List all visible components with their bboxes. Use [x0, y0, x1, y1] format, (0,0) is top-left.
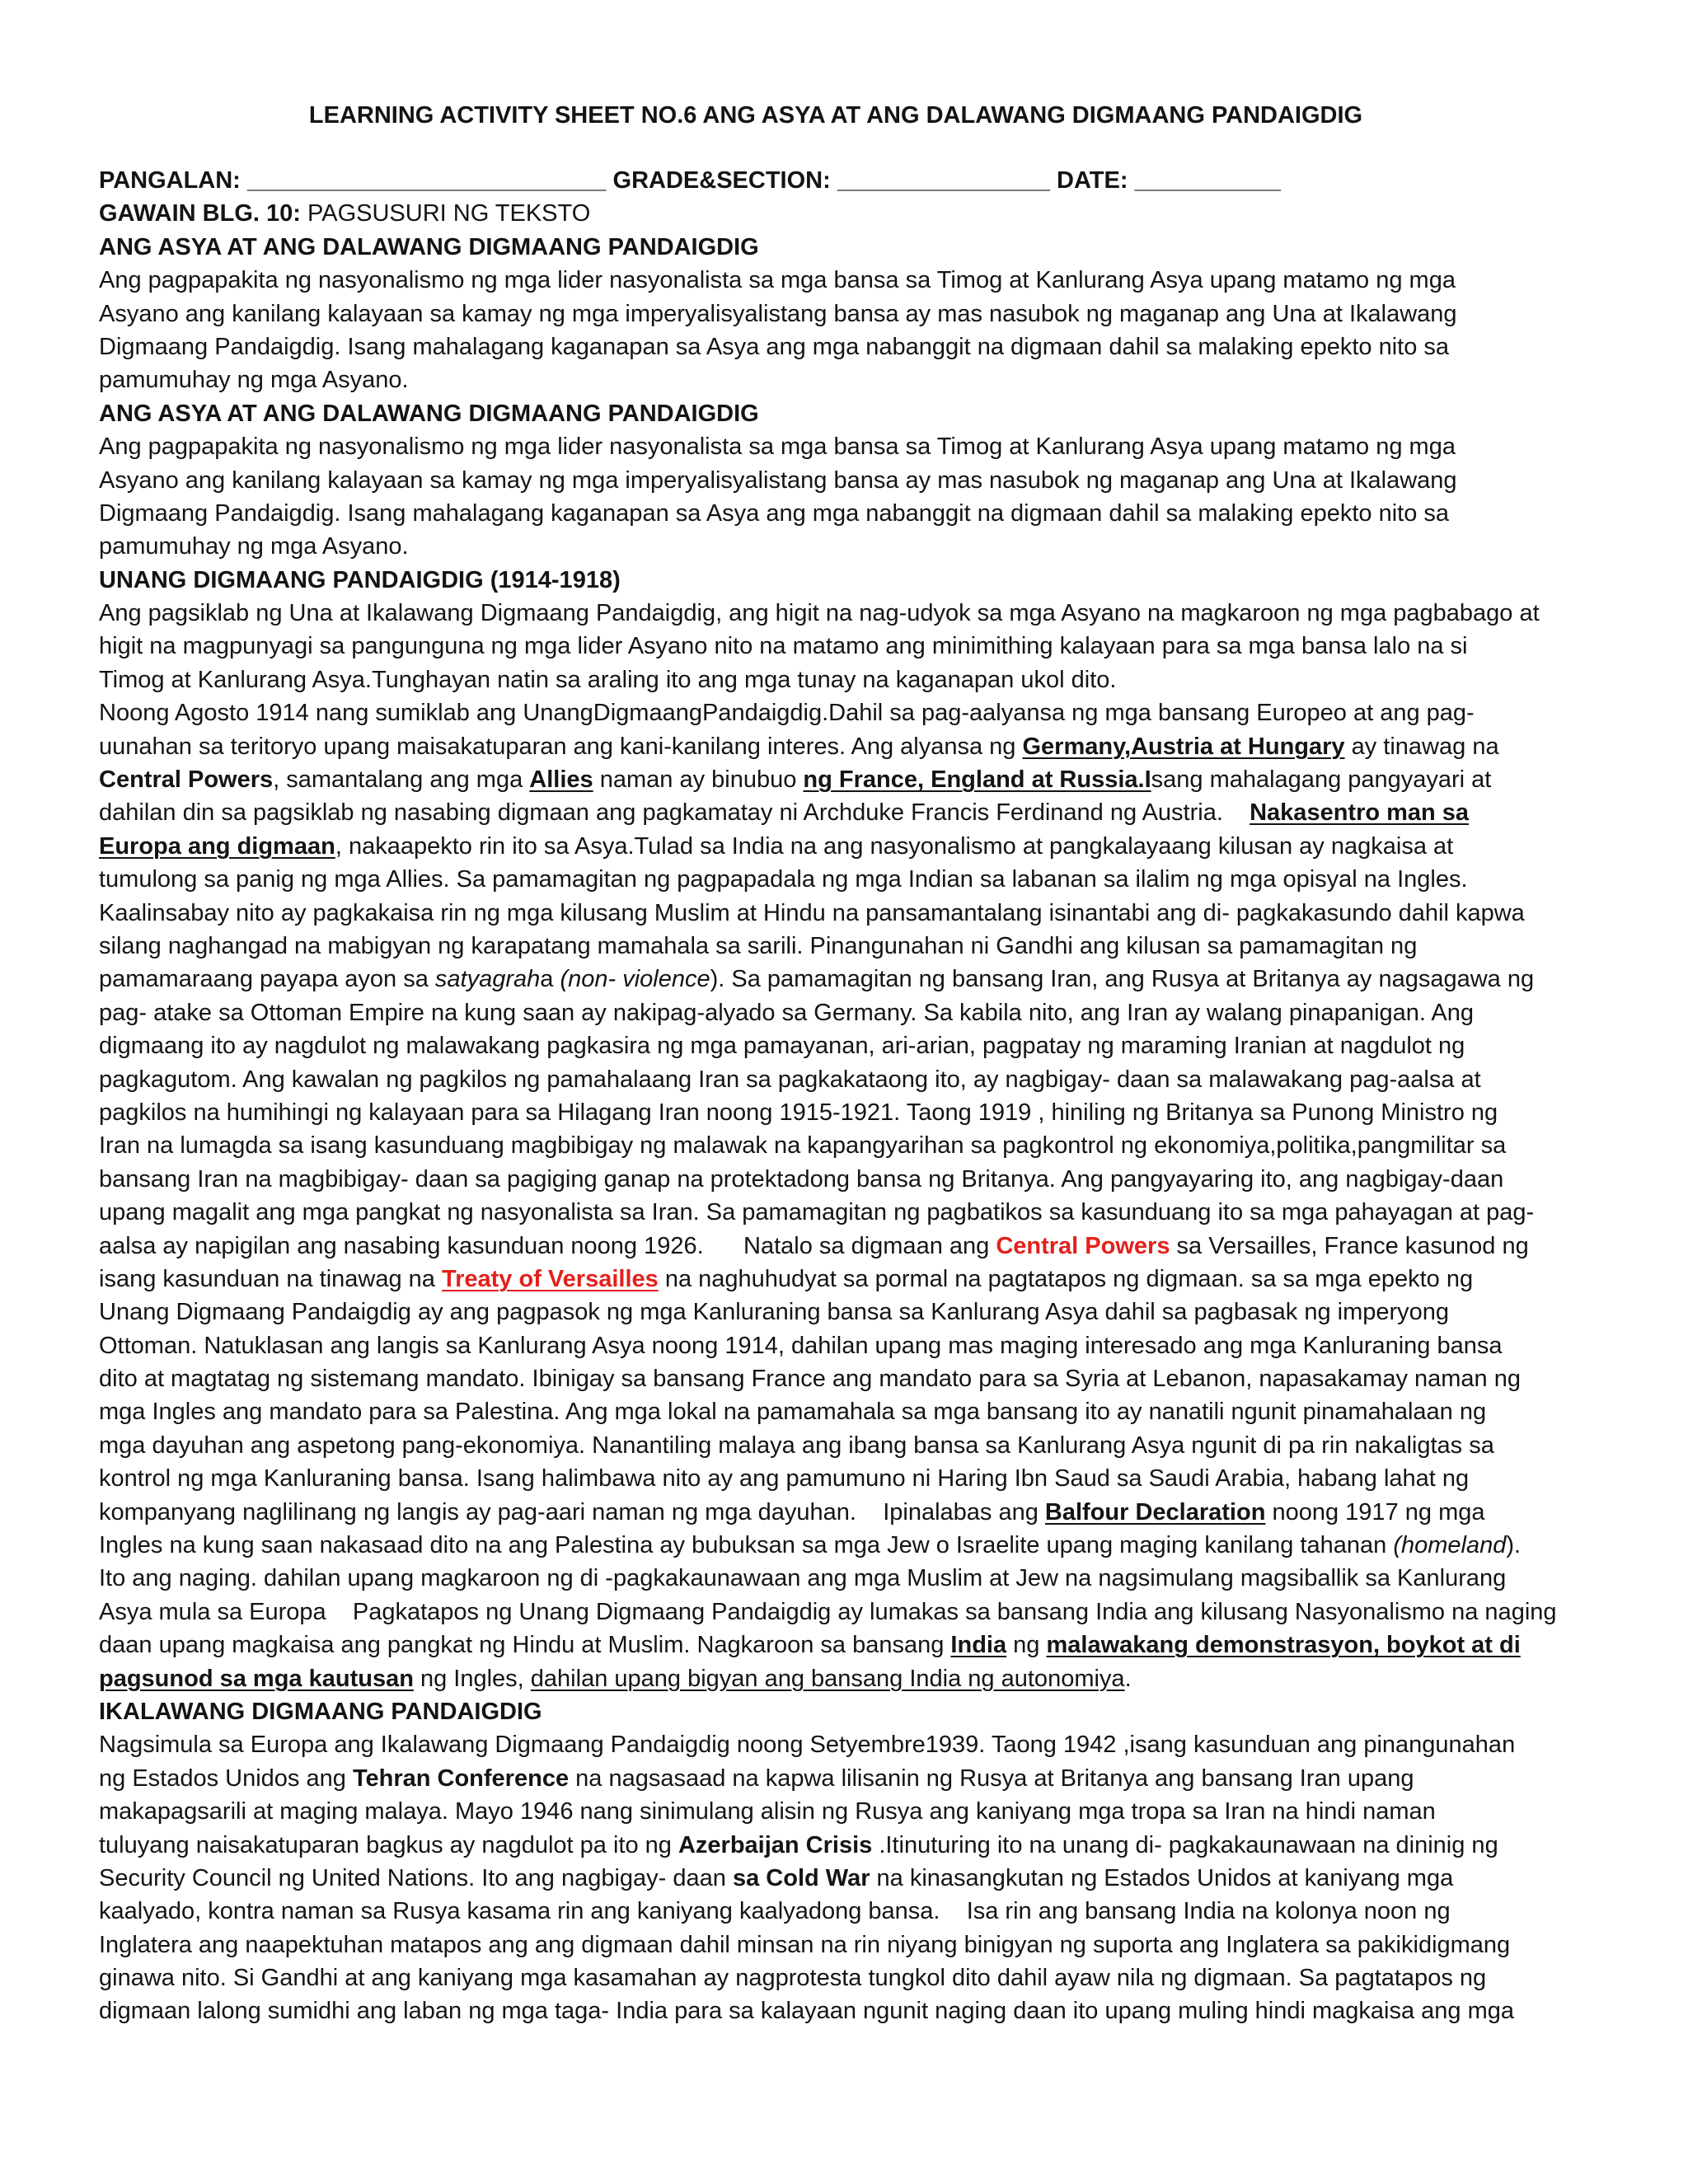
- text-line: [99, 1662, 1582, 1695]
- text-line: [99, 630, 1582, 663]
- text-run: daan upang magkaisa ang pangkat ng Hindu at Muslim. Nagkaroon sa bansang: [99, 1632, 951, 1659]
- grade-section-label: GRADE&SECTION:: [612, 167, 831, 194]
- text-line: [99, 464, 1582, 497]
- text-line: [99, 1929, 1582, 1961]
- text-run: ).: [1506, 1532, 1522, 1559]
- text-run: bansang Iran na magbibigay- daan sa pagiging ganap na protektadong bansa ng Britanya. Ang pangyayaring ito, ang nagbigay-daan: [99, 1165, 1504, 1193]
- text-line: [99, 1395, 1582, 1428]
- italic-term: satyagrah: [434, 966, 541, 993]
- text-line: [99, 1994, 1582, 2027]
- text-line: [99, 330, 1582, 363]
- text-run: dahilan din sa pagsiklab ng nasabing digmaan ang pagkamatay ni Archduke Francis Ferdinand ng Austria.: [99, 799, 1250, 827]
- text-line: [99, 1129, 1582, 1162]
- text-run: mga Ingles ang mandato para sa Palestina. Ang mga lokal na pamamahala sa mga bansang ito ay nanatili ngunit pinamahalaan ng: [99, 1399, 1487, 1426]
- section-heading: IKALAWANG DIGMAANG PANDAIGDIG: [99, 1698, 542, 1725]
- text-run: Unang Digmaang Pandaigdig ay ang pagpasok ng mga Kanluraning bansa sa Kanlurang Asya dahil sa pagbasak ng imperyong: [99, 1299, 1450, 1326]
- key-term: Allies: [529, 766, 593, 794]
- text-run: na naghuhudyat sa pormal na pagtatapos ng digmaan. sa sa mga epekto ng: [658, 1265, 1474, 1292]
- text-line: [99, 264, 1582, 297]
- section-heading: ANG ASYA AT ANG DALAWANG DIGMAANG PANDAIGDIG: [99, 233, 759, 260]
- text-line: [99, 897, 1582, 930]
- text-line: [99, 1063, 1582, 1096]
- text-run: , nakaapekto rin ito sa Asya.Tulad sa India na ang nasyonalismo at pangkalayaang kilusan ay nagkaisa at: [335, 832, 1454, 860]
- page-title: LEARNING ACTIVITY SHEET NO.6 ANG ASYA AT ANG DALAWANG DIGMAANG PANDAIGDIG: [308, 102, 1363, 129]
- text-line: [99, 1496, 1582, 1529]
- text-run: Ang pagsiklab ng Una at Ikalawang Digmaang Pandaigdig, ang higit na nag-udyok sa mga Asyano na magkaroon ng mga pagbabago at: [99, 600, 1540, 627]
- text-run: digmaan lalong sumidhi ang laban ng mga taga- India para sa kalayaan ngunit naging daan ito upang muling hindi magkaisa ang mga: [99, 1998, 1515, 2025]
- text-run: na kinasangkutan ng Estados Unidos at kaniyang mga: [870, 1864, 1454, 1891]
- text-run: ay tinawag na: [1344, 733, 1499, 760]
- text-run: .Itinuturing ito na unang di- pagkakaunawaan na dininig ng: [872, 1831, 1498, 1858]
- name-label: PANGALAN:: [99, 167, 241, 194]
- key-term: Europa ang digmaan: [99, 832, 335, 860]
- text-run: higit na magpunyagi sa pangunguna ng mga lider Asyano nito na matamo ang minimithing kalayaan para sa mga bansa lalo na si: [99, 633, 1468, 660]
- text-line: [99, 530, 1582, 563]
- text-run: Ingles na kung saan nakasaad dito na ang Palestina ay bubuksan sa mga Jew o Israelite upang maging kanilang tahanan: [99, 1532, 1394, 1559]
- text-line: [99, 930, 1582, 963]
- worksheet-body: [99, 164, 1582, 2028]
- text-line: [99, 1096, 1582, 1129]
- text-run: mga dayuhan ang aspetong pang-ekonomiya. Nanantiling malaya ang ibang bansa sa Kanlurang Asya ngunit di pa rin nakaligtas sa: [99, 1432, 1494, 1459]
- text-run: naman ay binubuo: [593, 766, 804, 794]
- text-line: [99, 430, 1582, 463]
- text-line: [99, 1895, 1582, 1928]
- text-run: makapagsarili at maging malaya. Mayo 1946 nang sinimulang alisin ng Rusya ang kaniyang mga tropa sa Iran na hindi naman: [99, 1798, 1436, 1825]
- key-term: Nakasentro man sa: [1250, 799, 1470, 827]
- text-line: [99, 963, 1582, 996]
- key-term: Balfour Declaration: [1044, 1498, 1266, 1526]
- text-line: [99, 1296, 1582, 1329]
- key-term: pagsunod sa mga kautusan: [99, 1665, 414, 1692]
- date-blank: ___________: [1134, 167, 1282, 194]
- text-line: [99, 863, 1582, 896]
- date-label: DATE:: [1057, 167, 1128, 194]
- bold-term: Tehran Conference: [352, 1765, 570, 1792]
- text-line: [99, 1462, 1582, 1495]
- text-line: [99, 1795, 1582, 1828]
- section-heading: UNANG DIGMAANG PANDAIGDIG (1914-1918): [99, 566, 621, 593]
- key-term: malawakang demonstrasyon, boykot at di: [1046, 1632, 1521, 1659]
- text-line: [99, 1196, 1582, 1229]
- text-line: [99, 363, 1582, 396]
- text-run: uunahan sa teritoryo upang maisakatuparan ang kani-kanilang interes. Ang alyansa ng: [99, 733, 1023, 760]
- text-run: ). Sa pamamagitan ng bansang Iran, ang Rusya at Britanya ay nagsagawa ng: [710, 966, 1535, 993]
- text-run: pamamaraang payapa ayon sa: [99, 966, 435, 993]
- text-run: ginawa nito. Si Gandhi at ang kaniyang mga kasamahan ay nagprotesta tungkol dito dahil ayaw nila ng digmaan. Sa pagtatapos ng: [99, 1965, 1487, 1992]
- text-run: pagkilos na humihingi ng kalayaan para sa Hilagang Iran noong 1915-1921. Taong 1919 , hiniling ng Britanya sa Punong Ministro ng: [99, 1099, 1498, 1126]
- text-line: [99, 1961, 1582, 1994]
- text-run: a: [540, 966, 560, 993]
- text-run: pagkagutom. Ang kawalan ng pagkilos ng pamahalaang Iran sa pagkakataong ito, ay nagbigay- daan sa malawakang pag-aalsa at: [99, 1066, 1481, 1093]
- text-run: ng Ingles,: [413, 1665, 531, 1692]
- text-run: Ito ang naging. dahilan upang magkaroon ng di -pagkakaunawaan ang mga Muslim at Jew na nagsimulang magsiballik sa Kanlurang: [99, 1565, 1507, 1592]
- text-line: [99, 1596, 1582, 1629]
- student-info-line: [99, 164, 1582, 197]
- text-run: Digmaang Pandaigdig. Isang mahalagang kaganapan sa Asya ang mga nabanggit na digmaan dahil sa malaking epekto nito sa: [99, 499, 1450, 527]
- text-run: dito at magtatag ng sistemang mandato. Ibinigay sa bansang France ang mandato para sa Syria at Lebanon, napasakamay naman ng: [99, 1366, 1522, 1393]
- text-run: Kaalinsabay nito ay pagkakaisa rin ng mga kilusang Muslim at Hindu na pansamantalang isinantabi ang di- pagkakasundo dahil kapwa: [99, 899, 1525, 926]
- section-heading: ANG ASYA AT ANG DALAWANG DIGMAANG PANDAIGDIG: [99, 400, 759, 427]
- text-line: [99, 1629, 1582, 1661]
- text-line: [99, 1429, 1582, 1462]
- text-line: [99, 663, 1582, 696]
- text-run: Asya mula sa Europa Pagkatapos ng Unang Digmaang Pandaigdig ay lumakas sa bansang India ang kilusang Nasyonalismo na naging: [99, 1598, 1557, 1625]
- text-run: Asyano ang kanilang kalayaan sa kamay ng mga imperyalisyalistang bansa ay mas nasubok ng maganap ang Una at Ikalawang: [99, 466, 1457, 494]
- text-line: [99, 830, 1582, 863]
- text-run: upang magalit ang mga pangkat ng nasyonalista sa Iran. Sa pamamagitan ng pagbatikos sa kasunduang ito sa mga pahayagan at pag-: [99, 1199, 1535, 1226]
- activity-line: [99, 197, 1582, 230]
- text-line: [99, 298, 1582, 330]
- text-line: [99, 1728, 1582, 1761]
- text-run: tuluyang naisakatuparan bagkus ay nagdulot pa ito ng: [99, 1831, 678, 1858]
- text-run: Ottoman. Natuklasan ang langis sa Kanlurang Asya noong 1914, dahilan upang mas maging interesado ang mga Kanluraning bansa: [99, 1332, 1503, 1359]
- key-term: Germany,Austria at Hungary: [1022, 733, 1345, 760]
- text-line: [99, 1230, 1582, 1263]
- text-run: Digmaang Pandaigdig. Isang mahalagang kaganapan sa Asya ang mga nabanggit na digmaan dahil sa malaking epekto nito sa: [99, 333, 1450, 360]
- highlighted-term: Treaty of Versailles: [441, 1265, 659, 1292]
- text-run: Iran na lumagda sa isang kasunduang magbibigay ng malawak na kapangyarihan sa pagkontrol ng ekonomiya,politika,pangmilitar sa: [99, 1132, 1507, 1160]
- text-run: kontrol ng mga Kanluraning bansa. Isang halimbawa nito ay ang pamumuno ni Haring Ibn Saud sa Saudi Arabia, habang lahat ng: [99, 1465, 1470, 1493]
- text-run: pamumuhay ng mga Asyano.: [99, 367, 409, 394]
- text-run: sa Versailles, France kasunod ng: [1170, 1232, 1529, 1259]
- bold-term: sa Cold War: [732, 1864, 870, 1891]
- text-line: [99, 1029, 1582, 1062]
- text-run: .: [1124, 1665, 1132, 1692]
- underlined-phrase: dahilan upang bigyan ang bansang India ng autonomiya: [530, 1665, 1125, 1692]
- text-line: [99, 1762, 1582, 1795]
- text-line: [99, 1163, 1582, 1196]
- text-line: [99, 1362, 1582, 1395]
- text-run: Nagsimula sa Europa ang Ikalawang Digmaang Pandaigdig noong Setyembre1939. Taong 1942 ,isang kasunduan ang pinangunahan: [99, 1732, 1516, 1759]
- text-run: isang kasunduan na tinawag na: [99, 1265, 442, 1292]
- text-run: na nagsasaad na kapwa lilisanin ng Rusya at Britanya ang bansang Iran upang: [569, 1765, 1414, 1792]
- text-line: [99, 1862, 1582, 1895]
- text-run: noong 1917 ng mga: [1265, 1498, 1485, 1526]
- text-run: ng Estados Unidos ang: [99, 1765, 353, 1792]
- key-term: India: [950, 1632, 1007, 1659]
- activity-number: GAWAIN BLG. 10:: [99, 200, 301, 227]
- key-term: ng France, England at Russia.I: [803, 766, 1151, 794]
- text-line: [99, 597, 1582, 630]
- text-run: Security Council ng United Nations. Ito ang nagbigay- daan: [99, 1864, 733, 1891]
- text-line: [99, 763, 1582, 796]
- text-run: tumulong sa panig ng mga Allies. Sa pamamagitan ng pagpapadala ng mga Indian sa labanan sa ilalim ng mga opisyal na Ingles.: [99, 866, 1468, 893]
- italic-term: (homeland: [1393, 1532, 1507, 1559]
- text-run: aalsa ay napigilan ang nasabing kasunduan noong 1926. Natalo sa digmaan ang: [99, 1232, 996, 1259]
- text-run: Ang pagpapakita ng nasyonalismo ng mga lider nasyonalista sa mga bansa sa Timog at Kanlurang Asya upang matamo ng mga: [99, 434, 1456, 461]
- activity-title: PAGSUSURI NG TEKSTO: [307, 200, 591, 227]
- bold-term: Central Powers: [99, 766, 274, 794]
- text-run: ng: [1006, 1632, 1047, 1659]
- text-run: , samantalang ang mga: [273, 766, 530, 794]
- text-line: [99, 796, 1582, 829]
- grade-section-blank: ________________: [837, 167, 1050, 194]
- italic-term: (non- violence: [560, 966, 710, 993]
- text-line: [99, 1529, 1582, 1562]
- text-run: kompanyang naglilinang ng langis ay pag-aari naman ng mga dayuhan. Ipinalabas ang: [99, 1498, 1045, 1526]
- text-line: [99, 1329, 1582, 1362]
- text-line: [99, 497, 1582, 530]
- text-line: [99, 1829, 1582, 1862]
- text-run: Ang pagpapakita ng nasyonalismo ng mga lider nasyonalista sa mga bansa sa Timog at Kanlurang Asya upang matamo ng mga: [99, 267, 1456, 294]
- text-run: sang mahalagang pangyayari at: [1151, 766, 1492, 794]
- text-line: [99, 1263, 1582, 1296]
- text-run: Inglatera ang naapektuhan matapos ang ang digmaan dahil minsan na rin niyang binigyan ng suporta ang Inglatera sa pakikidigmang: [99, 1931, 1511, 1958]
- text-line: [99, 1562, 1582, 1595]
- text-run: pag- atake sa Ottoman Empire na kung saan ay nakipag-alyado sa Germany. Sa kabila nito, ang Iran ay walang pinapanigan. Ang: [99, 999, 1475, 1026]
- text-run: Noong Agosto 1914 nang sumiklab ang UnangDigmaangPandaigdig.Dahil sa pag-aalyansa ng mga bansang Europeo at ang pag-: [99, 700, 1475, 727]
- text-run: kaalyado, kontra naman sa Rusya kasama rin ang kaniyang kaalyadong bansa. Isa rin ang bansang India na kolonya noon ng: [99, 1898, 1451, 1925]
- text-run: digmaang ito ay nagdulot ng malawakang pagkasira ng mga pamayanan, ari-arian, pagpatay ng maraming Iranian at nagdulot ng: [99, 1033, 1465, 1060]
- text-line: [99, 730, 1582, 763]
- highlighted-term: Central Powers: [996, 1232, 1170, 1259]
- text-run: silang naghangad na mabigyan ng karapatang mamahala sa sarili. Pinangunahan ni Gandhi ang kilusan sa pamamagitan ng: [99, 932, 1418, 959]
- text-run: Asyano ang kanilang kalayaan sa kamay ng mga imperyalisyalistang bansa ay mas nasubok ng maganap ang Una at Ikalawang: [99, 300, 1457, 327]
- text-line: [99, 996, 1582, 1029]
- text-run: pamumuhay ng mga Asyano.: [99, 533, 409, 560]
- name-blank: ___________________________: [246, 167, 607, 194]
- bold-term: Azerbaijan Crisis: [678, 1831, 873, 1858]
- text-run: Timog at Kanlurang Asya.Tunghayan natin sa araling ito ang mga tunay na kaganapan ukol dito.: [99, 666, 1117, 693]
- text-line: [99, 696, 1582, 729]
